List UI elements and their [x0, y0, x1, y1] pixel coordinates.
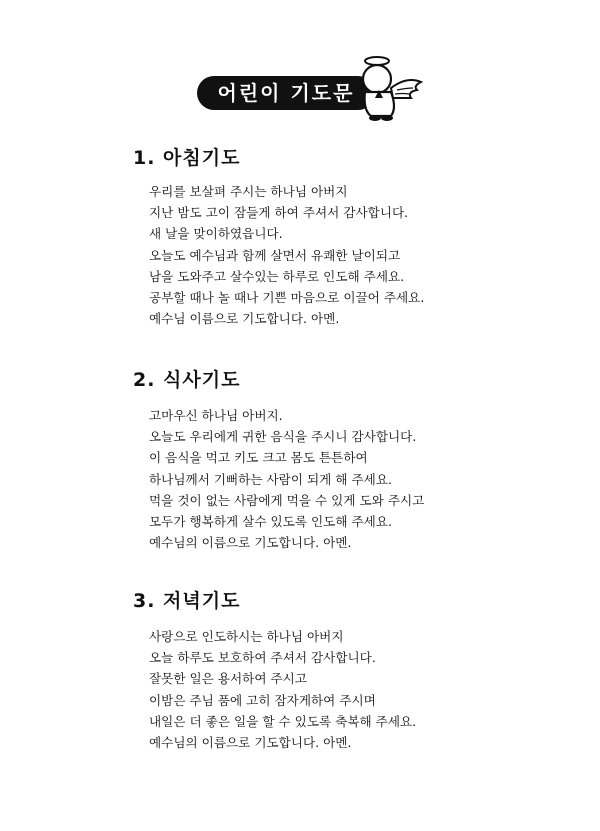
title-banner — [197, 72, 427, 132]
prayer-line: 고마우신 하나님 아버지. — [149, 408, 283, 423]
angel-icon — [347, 52, 427, 127]
prayer-text — [149, 626, 589, 753]
prayer-line: 예수님 이름으로 기도합니다. 아멘. — [149, 311, 340, 327]
prayer-line: 내일은 더 좋은 일을 할 수 있도록 축복해 주세요. — [149, 713, 417, 729]
page-title: 어린이 기도문 — [197, 76, 375, 110]
prayer-line: 잘못한 일은 용서하여 주시고 — [149, 671, 307, 687]
prayer-line: 이밤은 주님 품에 고히 잠자게하여 주시며 — [149, 692, 376, 708]
prayer-line: 오늘도 우리에게 귀한 음식을 주시니 감사합니다. — [149, 429, 417, 445]
prayer-line: 우리를 보살펴 주시는 하나님 아버지 — [149, 184, 348, 199]
section-heading: 3. 저녁기도 — [133, 590, 241, 612]
prayer-line: 지난 밤도 고이 잠들게 하여 주셔서 감사합니다. — [149, 205, 409, 221]
prayer-line: 예수님의 이름으로 기도합니다. 아멘. — [149, 535, 352, 551]
prayer-line: 공부할 때나 놀 때나 기쁜 마음으로 이끌어 주세요. — [149, 289, 425, 305]
prayer-line: 새 날을 맞이하였읍니다. — [149, 226, 283, 242]
evening-prayer-section — [133, 587, 573, 753]
prayer-line: 오늘도 예수님과 함께 살면서 유쾌한 날이되고 — [149, 247, 401, 263]
meal-prayer-section — [133, 366, 573, 553]
prayer-line: 하나님께서 기뻐하는 사람이 되게 해 주세요. — [149, 471, 392, 487]
prayer-line: 예수님의 이름으로 기도합니다. 아멘. — [149, 734, 352, 750]
section-heading: 2. 식사기도 — [133, 369, 241, 391]
prayer-line: 오늘 하루도 보호하여 주셔서 감사합니다. — [149, 650, 376, 666]
prayer-line: 남을 도와주고 살수있는 하루로 인도해 주세요. — [149, 268, 405, 284]
prayer-text — [149, 405, 589, 553]
prayer-line: 이 음식을 먹고 키도 크고 몸도 튼튼하여 — [149, 450, 368, 466]
prayer-line: 모두가 행복하게 살수 있도록 인도해 주세요. — [149, 513, 392, 529]
morning-prayer-section — [133, 144, 573, 329]
section-heading: 1. 아침기도 — [133, 147, 241, 169]
prayer-line: 사랑으로 인도하시는 하나님 아버지 — [149, 629, 344, 644]
prayer-text — [149, 181, 589, 329]
prayer-line: 먹을 것이 없는 사람에게 먹을 수 있게 도와 주시고 — [149, 492, 425, 508]
